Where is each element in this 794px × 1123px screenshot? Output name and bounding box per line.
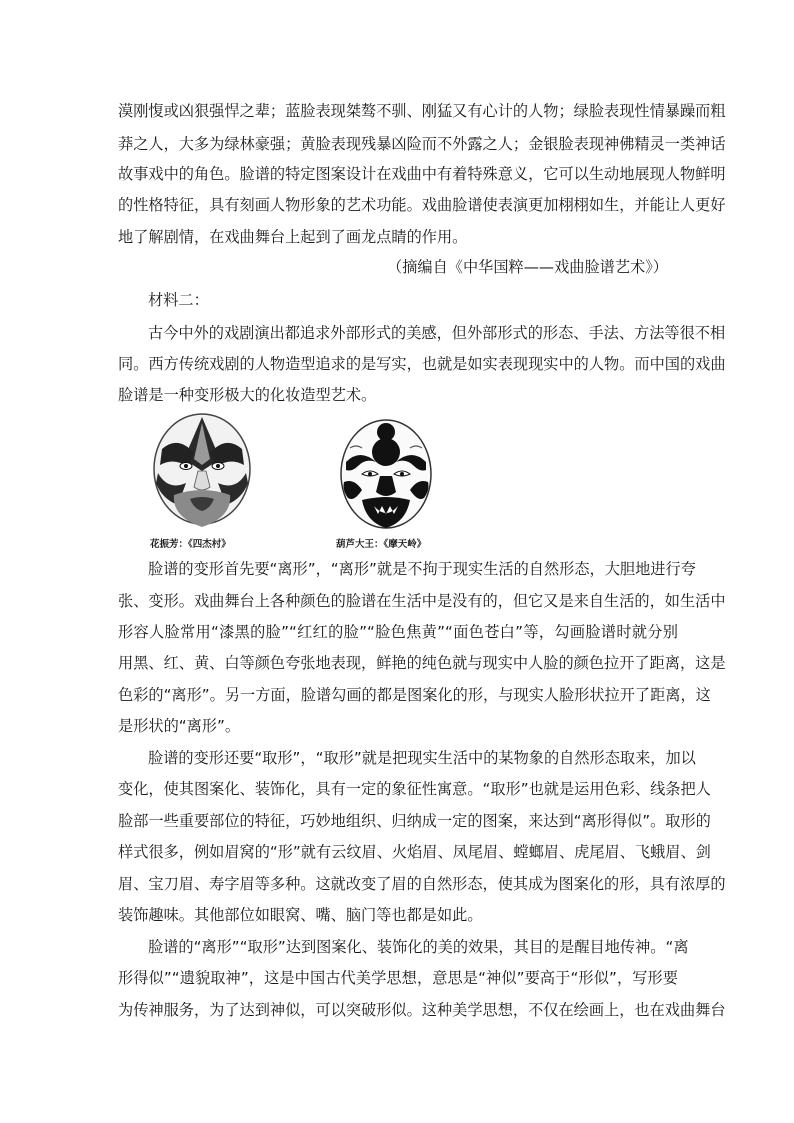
- text-line: 形容人脸常用“漆黑的脸”“红红的脸”“脸色焦黄”“面色苍白”等，勾画脸谱时就分别: [118, 623, 678, 641]
- text-line: 变化，使其图案化、装饰化，具有一定的象征性寓意。“取形”也就是运用色彩、线条把人: [118, 780, 711, 798]
- opera-mask-huazhenfang-icon: [148, 413, 256, 531]
- text-line: 脸谱的变形还要“取形”，“取形”就是把现实生活中的某物象的自然形态取来，加以: [148, 749, 696, 767]
- text-line: 的性格特征，具有刻画人物形象的艺术功能。戏曲脸谱使表演更加栩栩如生，并能让人更好: [118, 196, 726, 214]
- text-line: 用黑、红、黄、白等颜色夸张地表现，鲜艳的纯色就与现实中人脸的颜色拉开了距离，这是: [118, 654, 726, 672]
- opera-mask-huluwang-icon: [336, 418, 436, 534]
- section-heading: 材料二：: [148, 291, 209, 309]
- text-line: 色彩的“离形”。另一方面，脸谱勾画的都是图案化的形，与现实人脸形状拉开了距离，这: [118, 686, 711, 704]
- text-line: 漠刚愎或凶狠强悍之辈；蓝脸表现桀骜不驯、刚猛又有心计的人物；绿脸表现性情暴躁而粗: [118, 102, 726, 120]
- text-line: 脸谱是一种变形极大的化妆造型艺术。: [118, 386, 377, 404]
- text-line: 莽之人，大多为绿林豪强；黄脸表现残暴凶险而不外露之人；金银脸表现神佛精灵一类神话: [118, 135, 726, 153]
- figure-caption: 花振芳：《四杰村》: [150, 539, 231, 550]
- text-line: 同。西方传统戏剧的人物造型追求的是写实，也就是如实表现现实中的人物。而中国的戏曲: [118, 355, 726, 373]
- text-line: 样式很多，例如眉窝的“形”就有云纹眉、火焰眉、凤尾眉、螳螂眉、虎尾眉、飞蛾眉、剑: [118, 843, 711, 861]
- figure-caption: 葫芦大王：《摩天岭》: [336, 539, 427, 550]
- text-line: 形得似”“遗貌取神”，这是中国古代美学思想，意思是“神似”要高于“形似”，写形要: [118, 969, 678, 987]
- text-line: 装饰趣味。其他部位如眼窝、嘴、脑门等也都是如此。: [118, 906, 483, 924]
- text-line: 古今中外的戏剧演出都追求外部形式的美感，但外部形式的形态、手法、方法等很不相: [148, 324, 726, 342]
- text-line: 脸谱的“离形”“取形”达到图案化、装饰化的美的效果，其目的是醒目地传神。“离: [148, 938, 689, 956]
- text-line: 张、变形。戏曲舞台上各种颜色的脸谱在生活中是没有的，但它又是来自生活的，如生活中: [118, 592, 726, 610]
- text-line: 脸部一些重要部位的特征，巧妙地组织、归纳成一定的图案，来达到“离形得似”。取形的: [118, 812, 711, 830]
- text-line: 地了解剧情，在戏曲舞台上起到了画龙点睛的作用。: [118, 228, 468, 246]
- source-citation: （摘编自《中华国粹——戏曲脸谱艺术》）: [387, 258, 668, 276]
- text-line: 故事戏中的角色。脸谱的特定图案设计在戏曲中有着特殊意义，它可以生动地展现人物鲜明: [118, 165, 726, 183]
- text-line: 眉、宝刀眉、寿字眉等多种。这就改变了眉的自然形态，使其成为图案化的形，具有浓厚的: [118, 875, 726, 893]
- text-line: 是形状的“离形”。: [118, 717, 241, 735]
- text-line: 脸谱的变形首先要“离形”，“离形”就是不拘于现实生活的自然形态，大胆地进行夸: [148, 560, 696, 578]
- text-line: 为传神服务，为了达到神似，可以突破形似。这种美学思想，不仅在绘画上，也在戏曲舞台: [118, 1001, 726, 1019]
